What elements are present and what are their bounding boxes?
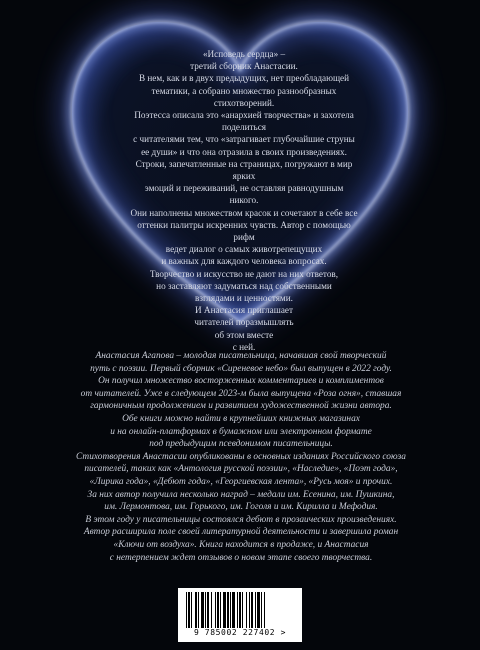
author-bio-line: с нетерпением ждет отзывов о новом этапе своего творчества. — [109, 552, 373, 563]
blurb-line: третий сборник Анастасии. — [190, 61, 298, 72]
author-bio-line: им. Лермонтова, им. Горького, им. Гоголя и им. Кирилла и Мефодия. — [104, 502, 378, 513]
blurb-line: взглядами и ценностями. — [195, 293, 293, 304]
author-bio-line: Стихотворения Анастасии опубликованы в основных изданиях Российского союза — [76, 451, 406, 462]
blurb-line: «Исповедь сердца» – — [202, 49, 286, 59]
blurb-line: и важных для каждого человека вопросах. — [161, 256, 327, 267]
author-bio-line: Анастасия Агапова – молодая писательница, начавшая свой творческий — [95, 351, 387, 361]
annotation-blurb — [130, 48, 358, 353]
author-bio-line: Он получил множество восторженных комментариев и комплиментов — [98, 376, 384, 387]
blurb-line: тематики, а собрано множество разнообразных стихотворений. — [151, 85, 337, 108]
blurb-line: Творчество и искусство не дают на них ответов, — [149, 268, 339, 279]
author-bio-line: под предыдущим псевдонимом писательницы. — [149, 439, 333, 450]
blurb-line: Поэтесса описала это «анархией творчества» и захотела поделиться — [134, 110, 354, 133]
author-bio-line: За них автор получила несколько наград – медали им. Есенина, им. Пушкина, — [87, 489, 395, 500]
blurb-line: оттенки палитры искренних чувств. Автор с помощью рифм — [137, 219, 351, 243]
author-bio-line: писателей, таких как «Антология русской поэзии», «Наследие», «Поэт года», — [84, 464, 398, 475]
author-bio-line: от читателей. Уже в следующем 2023-м была выпущена «Роза огня», ставшая — [80, 388, 402, 399]
author-bio-line: гармоничным продолжением и развитием художественной жизни автора. — [90, 401, 392, 412]
author-bio-line: и на онлайн-платформах в бумажном или электронном формате — [110, 426, 372, 437]
author-bio-line: «Лирика года», «Дебют года», «Георгиевская лента», «Русь моя» и прочих. — [89, 476, 393, 487]
isbn-digits — [178, 628, 302, 637]
isbn-number: 9 785002 227402 — [193, 628, 276, 637]
blurb-line: И Анастасия приглашает — [195, 305, 293, 316]
barcode-bars — [186, 592, 294, 628]
blurb-line: об этом вместе — [214, 329, 274, 340]
barcode-end-mark: > — [280, 628, 287, 637]
blurb-line: ее души» и что она отразила в своих произведениях. — [141, 146, 347, 157]
blurb-line: Они наполнены множеством красок и сочетают в себе все — [130, 207, 358, 218]
blurb-line: но заставляют задуматься над собственными — [156, 280, 332, 291]
blurb-line: читателей поразмышлять — [194, 317, 294, 328]
blurb-line: с читателями тем, что «затрагивает глубочайшие струны — [133, 134, 355, 145]
isbn-barcode — [178, 588, 302, 642]
author-bio-line: Автор расширила поле своей литературной деятельности и завершила роман — [83, 527, 399, 538]
blurb-line: с ней. — [232, 341, 256, 352]
author-bio-line: В этом году у писательницы состоялся дебют в прозаических произведениях. — [85, 514, 397, 525]
blurb-line: Строки, запечатленные на страницах, погружают в мир ярких — [135, 158, 353, 182]
author-bio-line: Обе книги можно найти в крупнейших книжных магазинах — [122, 413, 360, 424]
author-bio-line: путь с поэзии. Первый сборник «Сиреневое небо» был выпущен в 2022 году. — [90, 363, 392, 374]
blurb-line: ведет диалог о самых животрепещущих — [165, 244, 323, 255]
author-bio — [58, 350, 424, 564]
blurb-line: В нем, как и в двух предыдущих, нет преобладающей — [138, 73, 350, 84]
author-bio-line: «Ключи от воздуха». Книга находится в продаже, и Анастасия — [113, 539, 369, 550]
blurb-line: эмоций и переживаний, не оставляя равнодушным никого. — [144, 183, 344, 206]
